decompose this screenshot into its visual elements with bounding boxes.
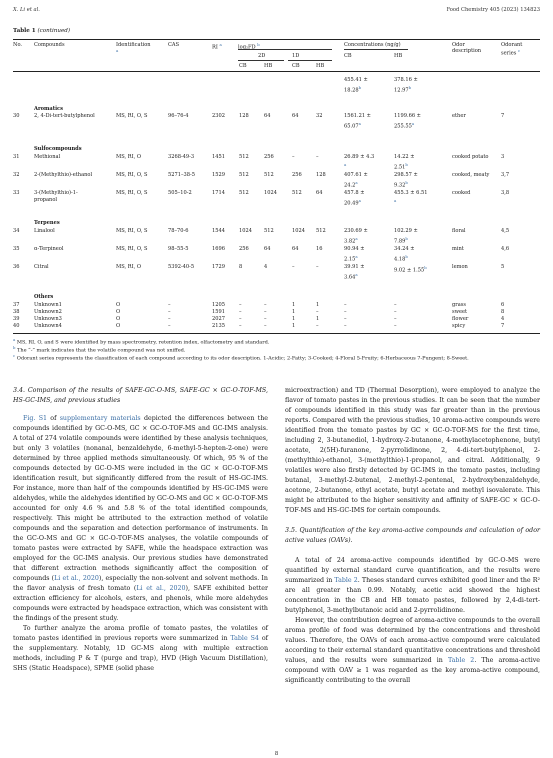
row-odor: spicy	[452, 323, 466, 329]
col-header-2d: 2D	[258, 53, 266, 59]
row-conc-hb-2: a	[394, 198, 397, 203]
row-cas: –	[168, 316, 171, 322]
citation-link[interactable]: Li et al., 2020	[136, 585, 186, 592]
row-compound: 2, 4-Di-tert-butylphenol	[34, 113, 95, 119]
row-2d-cb: 8	[239, 264, 243, 270]
row-ri: 1205	[212, 302, 225, 308]
row-conc-hb: –	[394, 323, 397, 329]
section-title-3-5: 3.5. Quantification of the key aroma-active compounds and calculation of odor active values (OAVs).	[285, 527, 540, 544]
row-conc-hb: 298.57 ±	[394, 172, 418, 178]
row-series: 7	[501, 323, 505, 329]
row-2d-hb: –	[264, 309, 267, 315]
row-identification: O	[116, 309, 121, 315]
row-cas: –	[168, 323, 171, 329]
row-compound-2: propanol	[34, 197, 58, 203]
row-1d-cb: 256	[292, 172, 302, 178]
row-odor: grass	[452, 302, 466, 308]
row-2d-hb: 512	[264, 228, 274, 234]
row-compound: Unknown2	[34, 309, 62, 315]
row-ri: 1696	[212, 246, 225, 252]
table-caption-rest: (continued)	[37, 28, 71, 34]
row-2d-hb: 64	[264, 113, 271, 119]
table-s4-link[interactable]: Table S4	[230, 635, 259, 642]
row-2d-hb: –	[264, 316, 267, 322]
row-cas: 5271–38-5	[168, 172, 195, 178]
paragraph: A total of 24 aroma-active compounds identified by GC-O-MS were quantified by external standard curve quantification, and the results were summarized in Table 2. Theses standard curves exhibited good liner and the R² are all greater than 0.99. Notably, acetic acid showed the highest concentration in the CB and HB tomato pastes, followed by 2,4-di-tert-butylphenol, 3-methylbutanoic acid and 2-pyrrolidinone.	[285, 557, 540, 614]
row-conc-cb: 26.89 ± 4.3	[344, 154, 375, 160]
row-conc-cb: –	[344, 302, 347, 308]
row-cas: 78–70-6	[168, 228, 189, 234]
row-1d-hb: 128	[316, 172, 326, 178]
row-cas: –	[168, 302, 171, 308]
row-conc-cb-2: 2.15$^a$	[344, 254, 358, 263]
row-1d-cb: 64	[292, 246, 299, 252]
paragraph: microextraction) and TD (Thermal Desorption), were employed to analyze the flavor of tomato pastes in the previous studies. It can be seen that the number of compounds identified in this study was far greater than in the previous reports. Compared with the previous studies, 10 aroma-active compounds were identified from the tomato pastes by GC × GC-O-TOF-MS for the first time, including 2, 3-butanediol, 1-hydroxy-2-butanone, 4-methylacetophenone, butyl acetate, 2(5H)-furanone, 2-pyrrolidinone, 2, 4-di-tert-butylphenol, 2-(methylthio)-ethanol, 3-(methylthio)-1-propanol, and citral. Additionally, 9 volatiles were also firstly detected by GC-IMS in the tomato pastes, including butanal, 3-methyl-2-butenal, 2-methyl-2-pentenal, 2-hydroxybenzaldehyde, acetone, 2-butanone, ethyl acetate, butyl acetate and methyl isovalerate. This might be attributed to the higher sensitivity and affinity of SAFE-GC × GC-O-TOF-MS and HS-GC-IMS for certain compounds.	[285, 387, 540, 514]
row-2d-hb: 1024	[264, 190, 277, 196]
col-header-compounds: Compounds	[34, 42, 65, 48]
col-header-odor-2: description	[452, 48, 482, 54]
row-cas: 96–76-4	[168, 113, 189, 119]
row-conc-hb-2: 2.51$^b$	[394, 162, 408, 171]
col-header-odorant-2: series $^c$	[501, 48, 521, 57]
row-1d-cb: 1024	[292, 228, 305, 234]
row-2d-hb: 256	[264, 154, 274, 160]
row-ri: 1591	[212, 309, 225, 315]
row-series: 4,5	[501, 228, 510, 234]
row-identification: MS, RI, O, S	[116, 190, 148, 196]
journal-header: Food Chemistry 405 (2023) 134823	[446, 7, 540, 13]
row-ri: 1529	[212, 172, 225, 178]
row-series: 3,8	[501, 190, 510, 196]
row-series: 3	[501, 154, 505, 160]
row-1d-hb: 16	[316, 246, 323, 252]
row-series: 6	[501, 302, 505, 308]
col-header-conc-cb: CB	[344, 53, 352, 59]
row-series: 5	[501, 264, 505, 270]
row-conc-cb-2: 20.49$^a$	[344, 198, 361, 207]
row-odor: sweet	[452, 309, 468, 315]
row-conc-cb-2: 24.2$^a$	[344, 180, 358, 189]
row-conc-cb: –	[344, 316, 347, 322]
row-conc-hb-2: 255.55$^a$	[394, 121, 415, 130]
row-conc-cb-2: 65.07$^a$	[344, 121, 361, 130]
table-caption-label: Table 1	[13, 28, 36, 34]
row-conc-hb-2: 7.89$^b$	[394, 236, 408, 245]
row-conc-hb-2: 9.32$^b$	[394, 180, 408, 189]
row-series: 4,6	[501, 246, 510, 252]
row-cas: –	[168, 309, 171, 315]
col-header-1d-hb: HB	[316, 63, 325, 69]
row-1d-hb: 1	[316, 316, 320, 322]
row-compound: Unknown4	[34, 323, 62, 329]
row-odor: lemon	[452, 264, 468, 270]
row-2d-hb: 512	[264, 172, 274, 178]
carry-hb-line1: 378.16 ±	[394, 77, 418, 83]
row-ri: 2135	[212, 323, 225, 329]
row-identification: O	[116, 323, 121, 329]
row-ri: 1544	[212, 228, 225, 234]
row-identification: MS, RI, O	[116, 154, 142, 160]
col-header-odor: Odor	[452, 42, 465, 48]
row-odor: floral	[452, 228, 466, 234]
row-series: 7	[501, 113, 505, 119]
row-no: 39	[13, 316, 20, 322]
row-conc-hb: 455.3 ± 6.51	[394, 190, 428, 196]
row-1d-cb: 1	[292, 323, 296, 329]
row-1d-cb: 1	[292, 302, 296, 308]
row-1d-hb: –	[316, 309, 319, 315]
row-conc-cb: 39.91 ±	[344, 264, 365, 270]
col-header-log2fd: log₂FD $^b$	[238, 42, 260, 51]
row-cas: 5392-40-5	[168, 264, 195, 270]
paragraph: However, the contribution degree of aroma-active compounds to the overall aroma profile of food was determined by the concentrations and threshold values. Therefore, the OAVs of each aroma-active compound were calculated according to their external standard quantitative concentrations and threshold values, and the results were summarized in Table 2. The aroma-active compound with OAV ≥ 1 was regarded as the key aroma-active compound, significantly contributing to the overall	[285, 617, 541, 684]
row-odor: cooked potato	[452, 154, 489, 160]
row-identification: MS, RI, O	[116, 264, 142, 270]
page-number: 8	[274, 751, 279, 757]
row-ri: 1729	[212, 264, 225, 270]
row-no: 38	[13, 309, 20, 315]
row-conc-cb: –	[344, 323, 347, 329]
col-header-1d: 1D	[292, 53, 300, 59]
row-conc-cb: 407.61 ±	[344, 172, 368, 178]
right-column	[285, 386, 540, 686]
row-cas: 505–10-2	[168, 190, 192, 196]
row-identification: MS, RI, O, S	[116, 246, 148, 252]
citation-link[interactable]: Li et al., 2020	[54, 575, 99, 582]
row-series: 8	[501, 309, 505, 315]
row-1d-hb: 64	[316, 190, 323, 196]
section-title-3-4: 3.4. Comparison of the results of SAFE-GC-O-MS, SAFE-GC × GC-O-TOF-MS, HS-GC-IMS, and previous studies	[13, 387, 268, 404]
row-conc-hb: 1199.66 ±	[394, 113, 421, 119]
row-2d-hb: –	[264, 323, 267, 329]
paragraph: To further analyze the aroma profile of tomato pastes, the volatiles of tomato pastes identified in previous reports were summarized in Table S4 of the supplementary. Notably, 1D GC-MS along with multiple extraction methods, including P & T (purge and trap), HVD (High Vacuum Distillation), SHS (Static Headspace), SPME (solid phase	[13, 625, 268, 672]
row-conc-cb: 90.94 ±	[344, 246, 365, 252]
row-conc-cb: 1561.21 ±	[344, 113, 371, 119]
row-no: 32	[13, 172, 20, 178]
row-compound: Unknown1	[34, 302, 62, 308]
col-header-conc-hb: HB	[394, 53, 403, 59]
row-2d-cb: 128	[239, 113, 249, 119]
row-odor: ether	[452, 113, 466, 119]
row-compound: α-Terpineol	[34, 246, 64, 252]
col-header-cas: CAS	[168, 42, 180, 48]
row-compound: 2-(Methylthio)-ethanol	[34, 172, 93, 178]
row-conc-cb-2: 3.82$^a$	[344, 236, 358, 245]
row-odor: mint	[452, 246, 464, 252]
row-conc-hb: 102.29 ±	[394, 228, 418, 234]
row-1d-cb: 1	[292, 309, 296, 315]
row-no: 30	[13, 113, 20, 119]
row-cas: 3268-49-3	[168, 154, 195, 160]
table-2-link[interactable]: Table 2	[334, 577, 358, 584]
row-no: 33	[13, 190, 20, 196]
table-header-rule	[13, 71, 540, 72]
group-aromatics: Aromatics	[34, 106, 63, 112]
row-odor: cooked	[452, 190, 471, 196]
row-identification: MS, RI, O, S	[116, 228, 148, 234]
row-compound: Citral	[34, 264, 49, 270]
paragraph: Fig. S1 of supplementary materials depicted the differences between the compounds identified by GC-O-MS, GC × GC-O-TOF-MS and GC-IMS analysis. A total of 274 volatile compounds were identified by these analysis techniques, but only 3 volatiles (nonanal, benzaldehyde, 6-methyl-5-hepten-2-one) were determined by three applied methods simultaneously. Of which, 95 % of the compounds detected by GC-O-MS were included in the GC × GC-O-TOF-MS identification result, but significantly differed from the result of HS-GC-IMS. For instance, more than half of the compounds identified by HS-GC-IMS were aldehydes, while the aldehydes identified by GC-O-MS and GC × GC-O-TOF-MS accounted for only 4.6 % and 5.8 % of the total identified compounds, respectively. This might be attributed to the extraction method of volatile compounds and the separation and detection performance of instruments. In the GC-O-MS and GC × GC-O-TOF-MS analyses, the volatile compounds of tomato pastes were extracted by SAFE, while the headspace extraction was employed for the GC-IMS analysis. Our previous studies have demonstrated that different extraction methods significantly affect the composition of compounds (Li et al., 2020), especially the non-solvent and solvent methods. In the flavor analysis of fresh tomato (Li et al., 2020), SAFE exhibited better extraction efficiency for alcohols, esters, and phenols, while more aldehydes compounds were extracted by headspace extraction, which was consistent with the findings of the present study.	[13, 415, 268, 622]
table-2-link[interactable]: Table 2	[447, 657, 475, 664]
group-others: Others	[34, 294, 54, 300]
row-odor: cooked, meaty	[452, 172, 490, 178]
row-1d-cb: –	[292, 264, 295, 270]
row-conc-cb: 230.69 ±	[344, 228, 368, 234]
row-no: 34	[13, 228, 20, 234]
row-2d-cb: 512	[239, 172, 249, 178]
left-column	[13, 386, 268, 674]
row-ri: 1451	[212, 154, 225, 160]
row-ri: 2027	[212, 316, 225, 322]
row-no: 35	[13, 246, 20, 252]
row-cas: 98–55-5	[168, 246, 189, 252]
col-header-concentrations: Concentrations (ng/g)	[344, 42, 401, 48]
author-header: X. Li et al.	[13, 7, 40, 13]
row-conc-cb: 457.8 ±	[344, 190, 365, 196]
row-1d-hb: –	[316, 154, 319, 160]
row-2d-cb: 512	[239, 190, 249, 196]
row-identification: O	[116, 316, 121, 322]
row-conc-cb-2: 3.64$^a$	[344, 272, 358, 281]
row-2d-cb: 512	[239, 154, 249, 160]
row-compound: Methional	[34, 154, 61, 160]
row-series: 4	[501, 316, 505, 322]
row-1d-cb: 1	[292, 316, 296, 322]
col-header-2d-hb: HB	[264, 63, 273, 69]
row-no: 40	[13, 323, 20, 329]
1d-rule	[288, 60, 332, 61]
row-conc-hb-2: 4.18$^b$	[394, 254, 408, 263]
row-identification: MS, RI, O, S	[116, 172, 148, 178]
row-2d-cb: –	[239, 302, 242, 308]
col-header-identification: Identification	[116, 42, 151, 48]
row-compound: Linalool	[34, 228, 55, 234]
footnote-a: $^a$ MS, RI, O, and S were identified by mass spectrometry, retention index, olfactometry and standard.	[13, 337, 270, 346]
carry-hb-line2: 12.97$^b$	[394, 85, 412, 94]
row-1d-cb: –	[292, 154, 295, 160]
row-identification: O	[116, 302, 121, 308]
conc-rule	[344, 49, 408, 50]
row-conc-hb: –	[394, 302, 397, 308]
table-bottom-rule	[13, 333, 540, 334]
row-series: 3,7	[501, 172, 510, 178]
row-1d-hb: 1	[316, 302, 320, 308]
row-conc-cb: –	[344, 309, 347, 315]
carry-cb-line1: 455.41 ±	[344, 77, 368, 83]
row-2d-hb: –	[264, 302, 267, 308]
fig-s1-link[interactable]: Fig. S1	[23, 415, 48, 422]
row-compound: 3-(Methylthio)-1-	[34, 190, 78, 196]
row-conc-hb: –	[394, 316, 397, 322]
col-header-1d-cb: CB	[292, 63, 300, 69]
group-terpenes: Terpenes	[34, 220, 60, 226]
col-header-ri: RI $^a$	[212, 42, 222, 51]
2d-rule	[238, 60, 284, 61]
log2fd-rule	[238, 49, 332, 50]
row-ri: 2302	[212, 113, 225, 119]
row-ri: 1714	[212, 190, 225, 196]
row-1d-cb: 64	[292, 113, 299, 119]
footnote-b: $^b$ The “-” mark indicates that the volatile compound was not sniffed.	[13, 345, 186, 354]
col-header-no: No.	[13, 42, 23, 48]
row-identification: MS, RI, O, S	[116, 113, 148, 119]
row-2d-hb: 64	[264, 246, 271, 252]
row-conc-hb: –	[394, 309, 397, 315]
table-caption	[13, 28, 70, 34]
group-sulfocompounds: Sulfocompounds	[34, 146, 82, 152]
row-1d-hb: 512	[316, 228, 326, 234]
row-conc-hb: 14.22 ±	[394, 154, 415, 160]
row-1d-hb: –	[316, 323, 319, 329]
row-2d-cb: 1024	[239, 228, 252, 234]
row-no: 31	[13, 154, 20, 160]
row-conc-hb: 34.24 ±	[394, 246, 415, 252]
col-header-2d-cb: CB	[239, 63, 247, 69]
row-compound: Unknown3	[34, 316, 62, 322]
row-2d-cb: –	[239, 323, 242, 329]
row-conc-cb-2: a	[344, 162, 347, 167]
carry-cb-line2: 18.28$^b$	[344, 85, 362, 94]
col-header-odorant: Odorant	[501, 42, 523, 48]
row-conc-hb: 9.02 ± 1.55$^b$	[394, 265, 427, 274]
footnote-c: $^c$ Odorant series represents the classification of each compound according to its odor description. 1-Acidic; 2-Fatty; 3-Cooked; 4-Floral 5-Fruity; 6-Herbaceous 7-Pungent; 8-Sweet.	[13, 353, 469, 362]
row-1d-hb: 32	[316, 113, 323, 119]
supplementary-link[interactable]: supplementary materials	[59, 415, 141, 422]
row-no: 36	[13, 264, 20, 270]
row-2d-hb: 4	[264, 264, 268, 270]
row-1d-cb: 512	[292, 190, 302, 196]
row-no: 37	[13, 302, 20, 308]
row-1d-hb: –	[316, 264, 319, 270]
col-header-identification-sup: a	[116, 48, 119, 53]
row-odor: flower	[452, 316, 469, 322]
row-2d-cb: –	[239, 309, 242, 315]
table-top-rule	[13, 39, 540, 40]
row-2d-cb: 256	[239, 246, 249, 252]
row-2d-cb: –	[239, 316, 242, 322]
